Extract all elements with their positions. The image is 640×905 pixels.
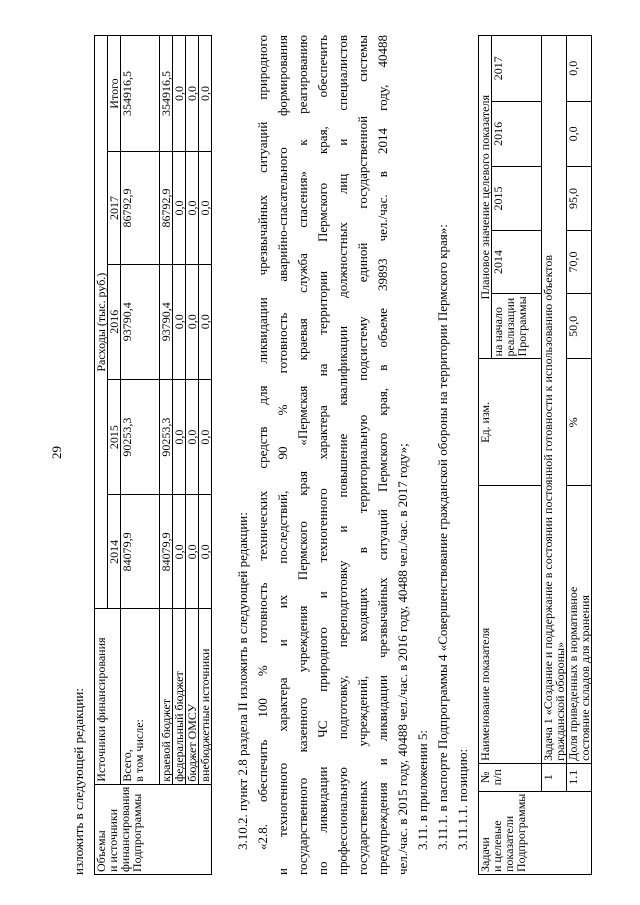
plan-header: Плановое значение целевого показателя	[479, 36, 492, 359]
expenses-header: Расходы (тыс. руб.)	[95, 36, 108, 609]
para-line: «2.8. обеспечить 100 % готовность технических средств для ликвидации чрезвычайных ситуаций природного	[255, 35, 270, 850]
para-line: 3.10.2. пункт 2.8 раздела II изложить в следующей редакции:	[235, 512, 250, 850]
cell: 0,0	[186, 264, 199, 379]
cell	[133, 495, 160, 609]
objects-header: Объемы и источники финансирования Подпрограммы	[95, 784, 212, 874]
cell: 0,0	[199, 152, 212, 265]
cell: 0,0	[199, 495, 212, 609]
para-line: 3.11.1.1. позицию:	[455, 748, 470, 850]
cell: 0,0	[173, 152, 186, 265]
start-header: на начало реализации Программы	[492, 294, 542, 359]
cell: 90253,3	[160, 379, 173, 495]
tasks-header: Задачи и целевые показатели Подпрограммы	[479, 791, 592, 874]
cell: 0,0	[173, 36, 186, 152]
para-line: профессиональную подготовку, переподготовку и повышение квалификации должностных лиц и специалистов	[335, 35, 350, 875]
task-title-cont: гражданской обороны»	[554, 36, 567, 764]
unit-header: Ед. изм.	[479, 359, 542, 486]
cell: 50,0	[567, 294, 592, 359]
cell: 0,0	[199, 379, 212, 495]
row-label: в том числе:	[133, 609, 160, 784]
cell	[133, 264, 160, 379]
year-2015: 2015	[108, 379, 121, 495]
cell: 70,0	[567, 230, 592, 294]
year-2016: 2016	[108, 264, 121, 379]
year-2017: 2017	[108, 152, 121, 265]
financing-table	[94, 35, 212, 875]
cell: 0,0	[173, 495, 186, 609]
cell	[133, 36, 160, 152]
sources-header: Источники финансирования	[95, 609, 121, 784]
cell: 0,0	[173, 379, 186, 495]
page-number: 29	[49, 446, 64, 459]
cell: 84079,9	[160, 495, 173, 609]
para-line: по ликвидации ЧС природного и техногенного характера на территории Пермского края, обеспечить	[315, 35, 330, 875]
row-label: бюджет ОМСУ	[186, 609, 199, 784]
para-line: государственных учреждений, входящих в территориальную подсистему единой государственной системы	[355, 35, 370, 875]
indicators-table	[478, 35, 592, 875]
row-label: внебюджетные источники	[199, 609, 212, 784]
intro-line: изложить в следующей редакции:	[71, 688, 86, 875]
cell: 86792,9	[160, 152, 173, 265]
year-2014: 2014	[108, 495, 121, 609]
para-line: и техногенного характера и их последствий, 90 % готовность аварийно-спасательного формирования	[275, 35, 290, 875]
number-header: № п/п	[479, 763, 542, 791]
cell: 0,0	[186, 36, 199, 152]
cell: 0,0	[567, 36, 592, 102]
row-label: Всего,	[121, 609, 134, 784]
cell: 0,0	[186, 379, 199, 495]
row-label: краевой бюджет	[160, 609, 173, 784]
year-total: Итого	[108, 36, 121, 152]
plan-year-2017: 2017	[492, 36, 542, 102]
para-line: государственного казенного учреждения Пермского края «Пермская краевая служба спасения» к реагированию	[295, 35, 310, 875]
para-line: чел./час. в 2015 году, 40488 чел./час. в 2016 году, 40488 чел./час. в 2017 году»;	[395, 443, 410, 875]
task-number: 1	[542, 763, 567, 791]
task-title: Задача 1 «Создание и поддержание в состоянии постоянной готовности к использованию объектов	[542, 36, 555, 764]
cell: 354916,5	[160, 36, 173, 152]
para-line: 3.11. в приложении 5:	[415, 729, 430, 850]
cell: 86792,9	[121, 152, 134, 265]
plan-year-2016: 2016	[492, 101, 542, 167]
cell: 0,0	[199, 36, 212, 152]
cell	[133, 152, 160, 265]
para-line: 3.11.1. в паспорте Подпрограммы 4 «Совершенствование гражданской обороны на территории Пермского края»:	[435, 224, 450, 850]
plan-year-2015: 2015	[492, 167, 542, 231]
cell	[133, 379, 160, 495]
cell: 93790,4	[121, 264, 134, 379]
para-line: предупреждения и ликвидации чрезвычайных ситуаций Пермского края, в объеме 39893 чел./час. в 2014 году, 40488	[375, 35, 390, 875]
cell: 84079,9	[121, 495, 134, 609]
cell: 90253,3	[121, 379, 134, 495]
row-unit: %	[567, 359, 592, 486]
cell: 0,0	[199, 264, 212, 379]
cell: 95,0	[567, 167, 592, 231]
row-number: 1.1	[567, 763, 592, 791]
plan-year-2014: 2014	[492, 230, 542, 294]
cell: 93790,4	[160, 264, 173, 379]
cell: 0,0	[173, 264, 186, 379]
cell: 0,0	[567, 101, 592, 167]
cell: 0,0	[186, 152, 199, 265]
row-indicator-name: Доля приведенных в нормативное состояние складов для хранения	[567, 486, 592, 764]
cell: 0,0	[186, 495, 199, 609]
row-label: федеральный бюджет	[173, 609, 186, 784]
indicator-name-header: Наименование показателя	[479, 486, 542, 764]
cell: 354916,5	[121, 36, 134, 152]
